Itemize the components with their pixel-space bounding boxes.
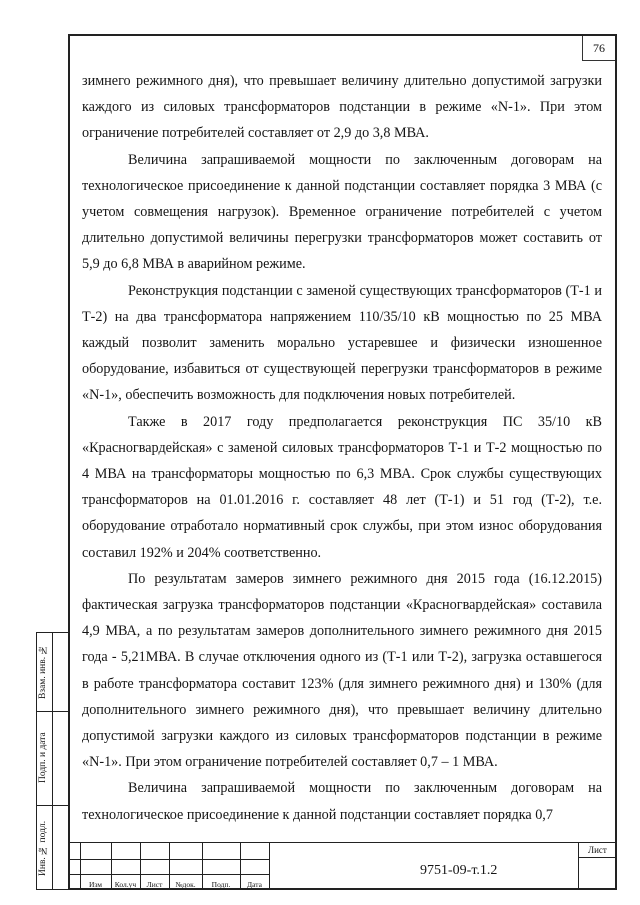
col-ndok: №док.: [175, 880, 196, 889]
paragraph: По результатам замеров зимнего режимного дня 2015 года (16.12.2015) фактическая загрузка трансформаторов подстанции «Красногвардейская» составила 4,9 МВА, а по результатам замеров дополнительного зимнего режимного дня 2015 года - 5,21МВА. В случае отключения одного из (Т-1 или Т-2), загрузка оставшегося в работе трансформатора составит 123% (для зимнего режимного дня) и 130% (для дополнительного зимнего режимного дня), что превышает величину длительно допустимой загрузки каждого из силовых трансформаторов подстанции в режиме «N-1». При этом ограничение потребителей составляет 0,7 – 1 МВА.: [82, 570, 602, 771]
col-kolych: Кол.уч: [114, 880, 137, 889]
inv-podl-label: Инв. № подл.: [38, 820, 48, 876]
binding-divider: [37, 711, 68, 712]
title-block-divider: [578, 857, 617, 858]
body-text: [82, 68, 602, 828]
paragraph: Реконструкция подстанции с заменой существующих трансформаторов (Т-1 и Т-2) на два трансформатора напряжением 110/35/10 кВ мощностью по 25 МВА каждый позволит заменить морально устаревшее и физически изношенное оборудование, избавиться от существующей перегрузки трансформаторов в режиме «N-1», обеспечить возможность для подключения новых потребителей.: [82, 282, 602, 404]
col-podp: Подп.: [211, 880, 231, 889]
title-block: [68, 842, 617, 890]
title-block-divider: [269, 843, 270, 890]
paragraph: Величина запрашиваемой мощности по заключенным договорам на технологическое присоединение к данной подстанции составляет порядка 0,7: [82, 780, 602, 823]
sheet-label: Лист: [588, 845, 607, 855]
inv-zam-label: Взам. инв. №: [38, 644, 48, 700]
paragraph: Также в 2017 году предполагается реконструкция ПС 35/10 кВ «Красногвардейская» с заменой силовых трансформаторов Т-1 и Т-2 мощностью по 4 МВА на трансформаторы мощностью по 6,3 МВА. Срок службы существующих трансформаторов на 01.01.2016 г. составляет 48 лет (Т-1) и 51 год (Т-2), т.е. оборудование отработало нормативный срок службы, при этом износ оборудования составил 192% и 204% соответственно.: [82, 413, 602, 561]
binding-divider: [37, 805, 68, 806]
page-number: 76: [582, 36, 615, 61]
podp-data-label: Подп. и дата: [38, 732, 48, 784]
col-list: Лист: [146, 880, 163, 889]
binding-stamp-value-column: [52, 633, 67, 889]
title-block-divider: [578, 843, 579, 890]
document-code: 9751-09-т.1.2: [420, 863, 498, 878]
paragraph: зимнего режимного дня), что превышает величину длительно допустимой загрузки каждого из силовых трансформаторов подстанции в режиме «N-1». При этом ограничение потребителей составляет от 2,9 до 3,8 МВА.: [82, 73, 602, 142]
col-izm: Изм: [88, 880, 103, 889]
paragraph: Величина запрашиваемой мощности по заключенным договорам на технологическое присоединение к данной подстанции составляет порядка 3 МВА (с учетом совмещения нагрузок). Временное ограничение потребителей с учетом длительно допустимой величины перегрузки трансформаторов может составить от 5,9 до 6,8 МВА в аварийном режиме.: [82, 151, 602, 273]
col-data: Дата: [247, 880, 262, 889]
binding-stamp: [36, 632, 68, 890]
